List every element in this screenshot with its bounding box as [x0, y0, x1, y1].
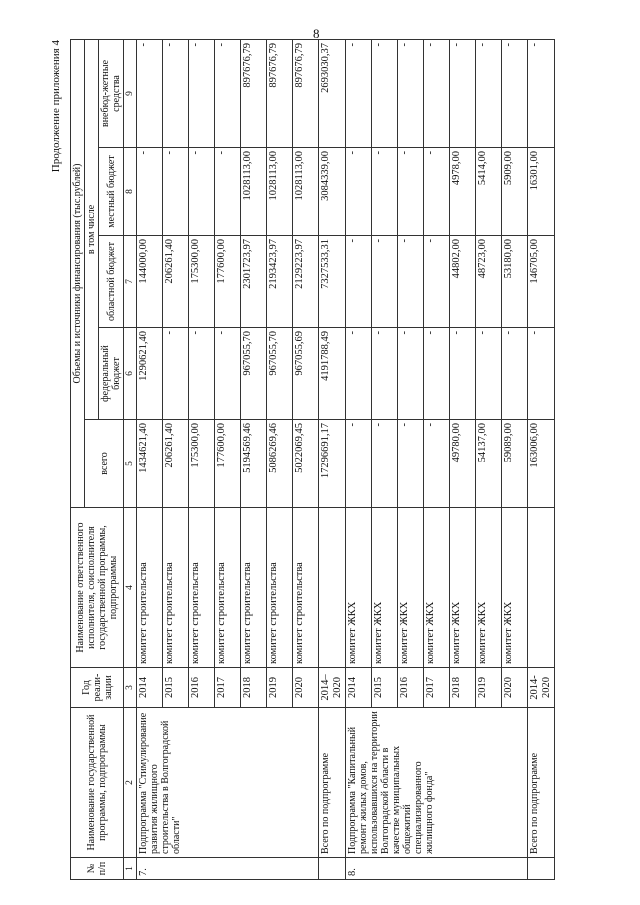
column-number: 2	[124, 708, 137, 858]
column-number: 7	[124, 236, 137, 328]
program-name: Подпрограмма "Стимулирование развития жилищного строительства в Волгоградской области"	[137, 708, 319, 858]
header-local: местный бюджет	[99, 148, 124, 236]
total-cell: 54137,00	[476, 420, 502, 508]
local-cell: 1028113,00	[267, 148, 293, 236]
year-cell: 2015	[163, 668, 189, 708]
local-cell: -	[424, 148, 450, 236]
total-cell: 163006,00	[528, 420, 555, 508]
federal-cell: 4191788,49	[319, 328, 346, 420]
rotated-page	[40, 40, 600, 880]
extra-cell: -	[163, 39, 189, 147]
appendix-continuation-title: Продолжение приложения 4	[50, 40, 62, 173]
federal-cell: -	[372, 328, 398, 420]
column-number-row	[124, 39, 137, 879]
financing-table	[70, 39, 555, 880]
total-label: Всего по подпрограмме	[528, 708, 555, 858]
year-cell: 2016	[398, 668, 424, 708]
total-cell: -	[398, 420, 424, 508]
local-cell: 4978,00	[450, 148, 476, 236]
extra-cell: 2693030,37	[319, 39, 346, 147]
regional-cell: -	[398, 236, 424, 328]
column-number: 1	[124, 858, 137, 880]
executor-cell: комитет строительства	[163, 508, 189, 668]
total-cell: -	[346, 420, 372, 508]
total-cell: 17296691,17	[319, 420, 346, 508]
program-number: 8.	[346, 858, 528, 880]
total-cell: 5086269,46	[267, 420, 293, 508]
federal-cell: 1290621,40	[137, 328, 163, 420]
header-executor: Наименование ответственного исполнителя, соисполнителя государственной программы, подпрограммы	[71, 508, 124, 668]
extra-cell: -	[476, 39, 502, 147]
subprogram-total-row	[319, 39, 346, 879]
year-cell: 2014	[137, 668, 163, 708]
extra-cell: -	[189, 39, 215, 147]
total-cell: 5022069,45	[293, 420, 319, 508]
extra-cell: -	[528, 39, 555, 147]
extra-cell: -	[372, 39, 398, 147]
executor-cell: комитет строительства	[267, 508, 293, 668]
federal-cell: -	[346, 328, 372, 420]
federal-cell: -	[215, 328, 241, 420]
extra-cell: -	[398, 39, 424, 147]
federal-cell: -	[424, 328, 450, 420]
year-cell: 2019	[476, 668, 502, 708]
total-cell: 5194569,46	[241, 420, 267, 508]
extra-cell: -	[137, 39, 163, 147]
federal-cell: -	[189, 328, 215, 420]
column-number: 8	[124, 148, 137, 236]
executor-cell: комитет строительства	[215, 508, 241, 668]
header-regional: областной бюджет	[99, 236, 124, 328]
year-cell: 2014	[346, 668, 372, 708]
executor-cell: комитет строительства	[241, 508, 267, 668]
extra-cell: -	[215, 39, 241, 147]
extra-cell: -	[424, 39, 450, 147]
year-cell: 2020	[502, 668, 528, 708]
local-cell: 1028113,00	[241, 148, 267, 236]
federal-cell: 967055,70	[241, 328, 267, 420]
local-cell: -	[137, 148, 163, 236]
federal-cell: -	[502, 328, 528, 420]
regional-cell: 144000,00	[137, 236, 163, 328]
executor-cell: комитет ЖКХ	[450, 508, 476, 668]
total-label: Всего по подпрограмме	[319, 708, 346, 858]
regional-cell: 2129223,97	[293, 236, 319, 328]
year-cell: 2018	[241, 668, 267, 708]
regional-cell: 7327533,31	[319, 236, 346, 328]
executor-cell	[528, 508, 555, 668]
regional-cell: 146705,00	[528, 236, 555, 328]
local-cell: 5414,00	[476, 148, 502, 236]
local-cell: -	[346, 148, 372, 236]
total-cell: 59089,00	[502, 420, 528, 508]
local-cell: -	[215, 148, 241, 236]
local-cell: -	[372, 148, 398, 236]
table-row	[137, 39, 163, 879]
column-number: 5	[124, 420, 137, 508]
federal-cell: 967055,70	[267, 328, 293, 420]
executor-cell: комитет ЖКХ	[476, 508, 502, 668]
total-cell: 1434621,40	[137, 420, 163, 508]
page-number: 8	[313, 26, 320, 41]
year-cell: 2017	[215, 668, 241, 708]
table-body	[137, 39, 555, 879]
regional-cell: 2301723,97	[241, 236, 267, 328]
executor-cell: комитет ЖКХ	[502, 508, 528, 668]
extra-cell: 897676,79	[241, 39, 267, 147]
regional-cell: -	[372, 236, 398, 328]
column-number: 9	[124, 39, 137, 147]
regional-cell: -	[424, 236, 450, 328]
executor-cell: комитет ЖКХ	[346, 508, 372, 668]
extra-cell: -	[450, 39, 476, 147]
year-cell: 2018	[450, 668, 476, 708]
total-cell: 206261,40	[163, 420, 189, 508]
federal-cell: 967055,69	[293, 328, 319, 420]
federal-cell: -	[528, 328, 555, 420]
header-year: Год реали-зации	[71, 668, 124, 708]
year-cell: 2015	[372, 668, 398, 708]
executor-cell: комитет ЖКХ	[398, 508, 424, 668]
column-number: 3	[124, 668, 137, 708]
executor-cell: комитет строительства	[293, 508, 319, 668]
table-row	[346, 39, 372, 879]
header-no: № п/п	[71, 858, 124, 880]
federal-cell: -	[163, 328, 189, 420]
executor-cell: комитет ЖКХ	[372, 508, 398, 668]
local-cell: 3084339,00	[319, 148, 346, 236]
header-extra: внебюд-жетные средства	[99, 39, 124, 147]
year-cell: 2019	[267, 668, 293, 708]
local-cell: -	[163, 148, 189, 236]
extra-cell: 897676,79	[293, 39, 319, 147]
executor-cell	[319, 508, 346, 668]
executor-cell: комитет строительства	[137, 508, 163, 668]
extra-cell: -	[502, 39, 528, 147]
year-cell: 2020	[293, 668, 319, 708]
regional-cell: 53180,00	[502, 236, 528, 328]
executor-cell: комитет строительства	[189, 508, 215, 668]
regional-cell: 48723,00	[476, 236, 502, 328]
local-cell: -	[398, 148, 424, 236]
total-cell: 177600,00	[215, 420, 241, 508]
total-cell: 175300,00	[189, 420, 215, 508]
header-volumes: Объемы и источники финансирования (тыс.рублей)	[71, 39, 85, 507]
total-cell: 49780,00	[450, 420, 476, 508]
empty-cell	[528, 858, 555, 880]
extra-cell: -	[346, 39, 372, 147]
federal-cell: -	[450, 328, 476, 420]
regional-cell: 175300,00	[189, 236, 215, 328]
executor-cell: комитет ЖКХ	[424, 508, 450, 668]
local-cell: -	[189, 148, 215, 236]
federal-cell: -	[476, 328, 502, 420]
extra-cell: 897676,79	[267, 39, 293, 147]
header-program: Наименование государственной программы, подпрограммы	[71, 708, 124, 858]
year-cell: 2017	[424, 668, 450, 708]
local-cell: 1028113,00	[293, 148, 319, 236]
year-cell: 2014–2020	[319, 668, 346, 708]
regional-cell: 44802,00	[450, 236, 476, 328]
regional-cell: 177600,00	[215, 236, 241, 328]
header-including: в том числе	[85, 39, 99, 419]
total-cell: -	[372, 420, 398, 508]
year-cell: 2016	[189, 668, 215, 708]
program-number: 7.	[137, 858, 319, 880]
total-cell: -	[424, 420, 450, 508]
empty-cell	[319, 858, 346, 880]
header-federal: федеральный бюджет	[99, 328, 124, 420]
federal-cell: -	[398, 328, 424, 420]
regional-cell: 2193423,97	[267, 236, 293, 328]
column-number: 4	[124, 508, 137, 668]
year-cell: 2014-2020	[528, 668, 555, 708]
local-cell: 5909,00	[502, 148, 528, 236]
subprogram-total-row	[528, 39, 555, 879]
header-total: всего	[85, 420, 124, 508]
regional-cell: -	[346, 236, 372, 328]
program-name: Подпрограмма "Капитальный ремонт жилых домов, использовавшихся на территории Волгоградской области в качестве муниципальных общежитий специализированного жилищного фонда"	[346, 708, 528, 858]
regional-cell: 206261,40	[163, 236, 189, 328]
column-number: 6	[124, 328, 137, 420]
local-cell: 16301,00	[528, 148, 555, 236]
